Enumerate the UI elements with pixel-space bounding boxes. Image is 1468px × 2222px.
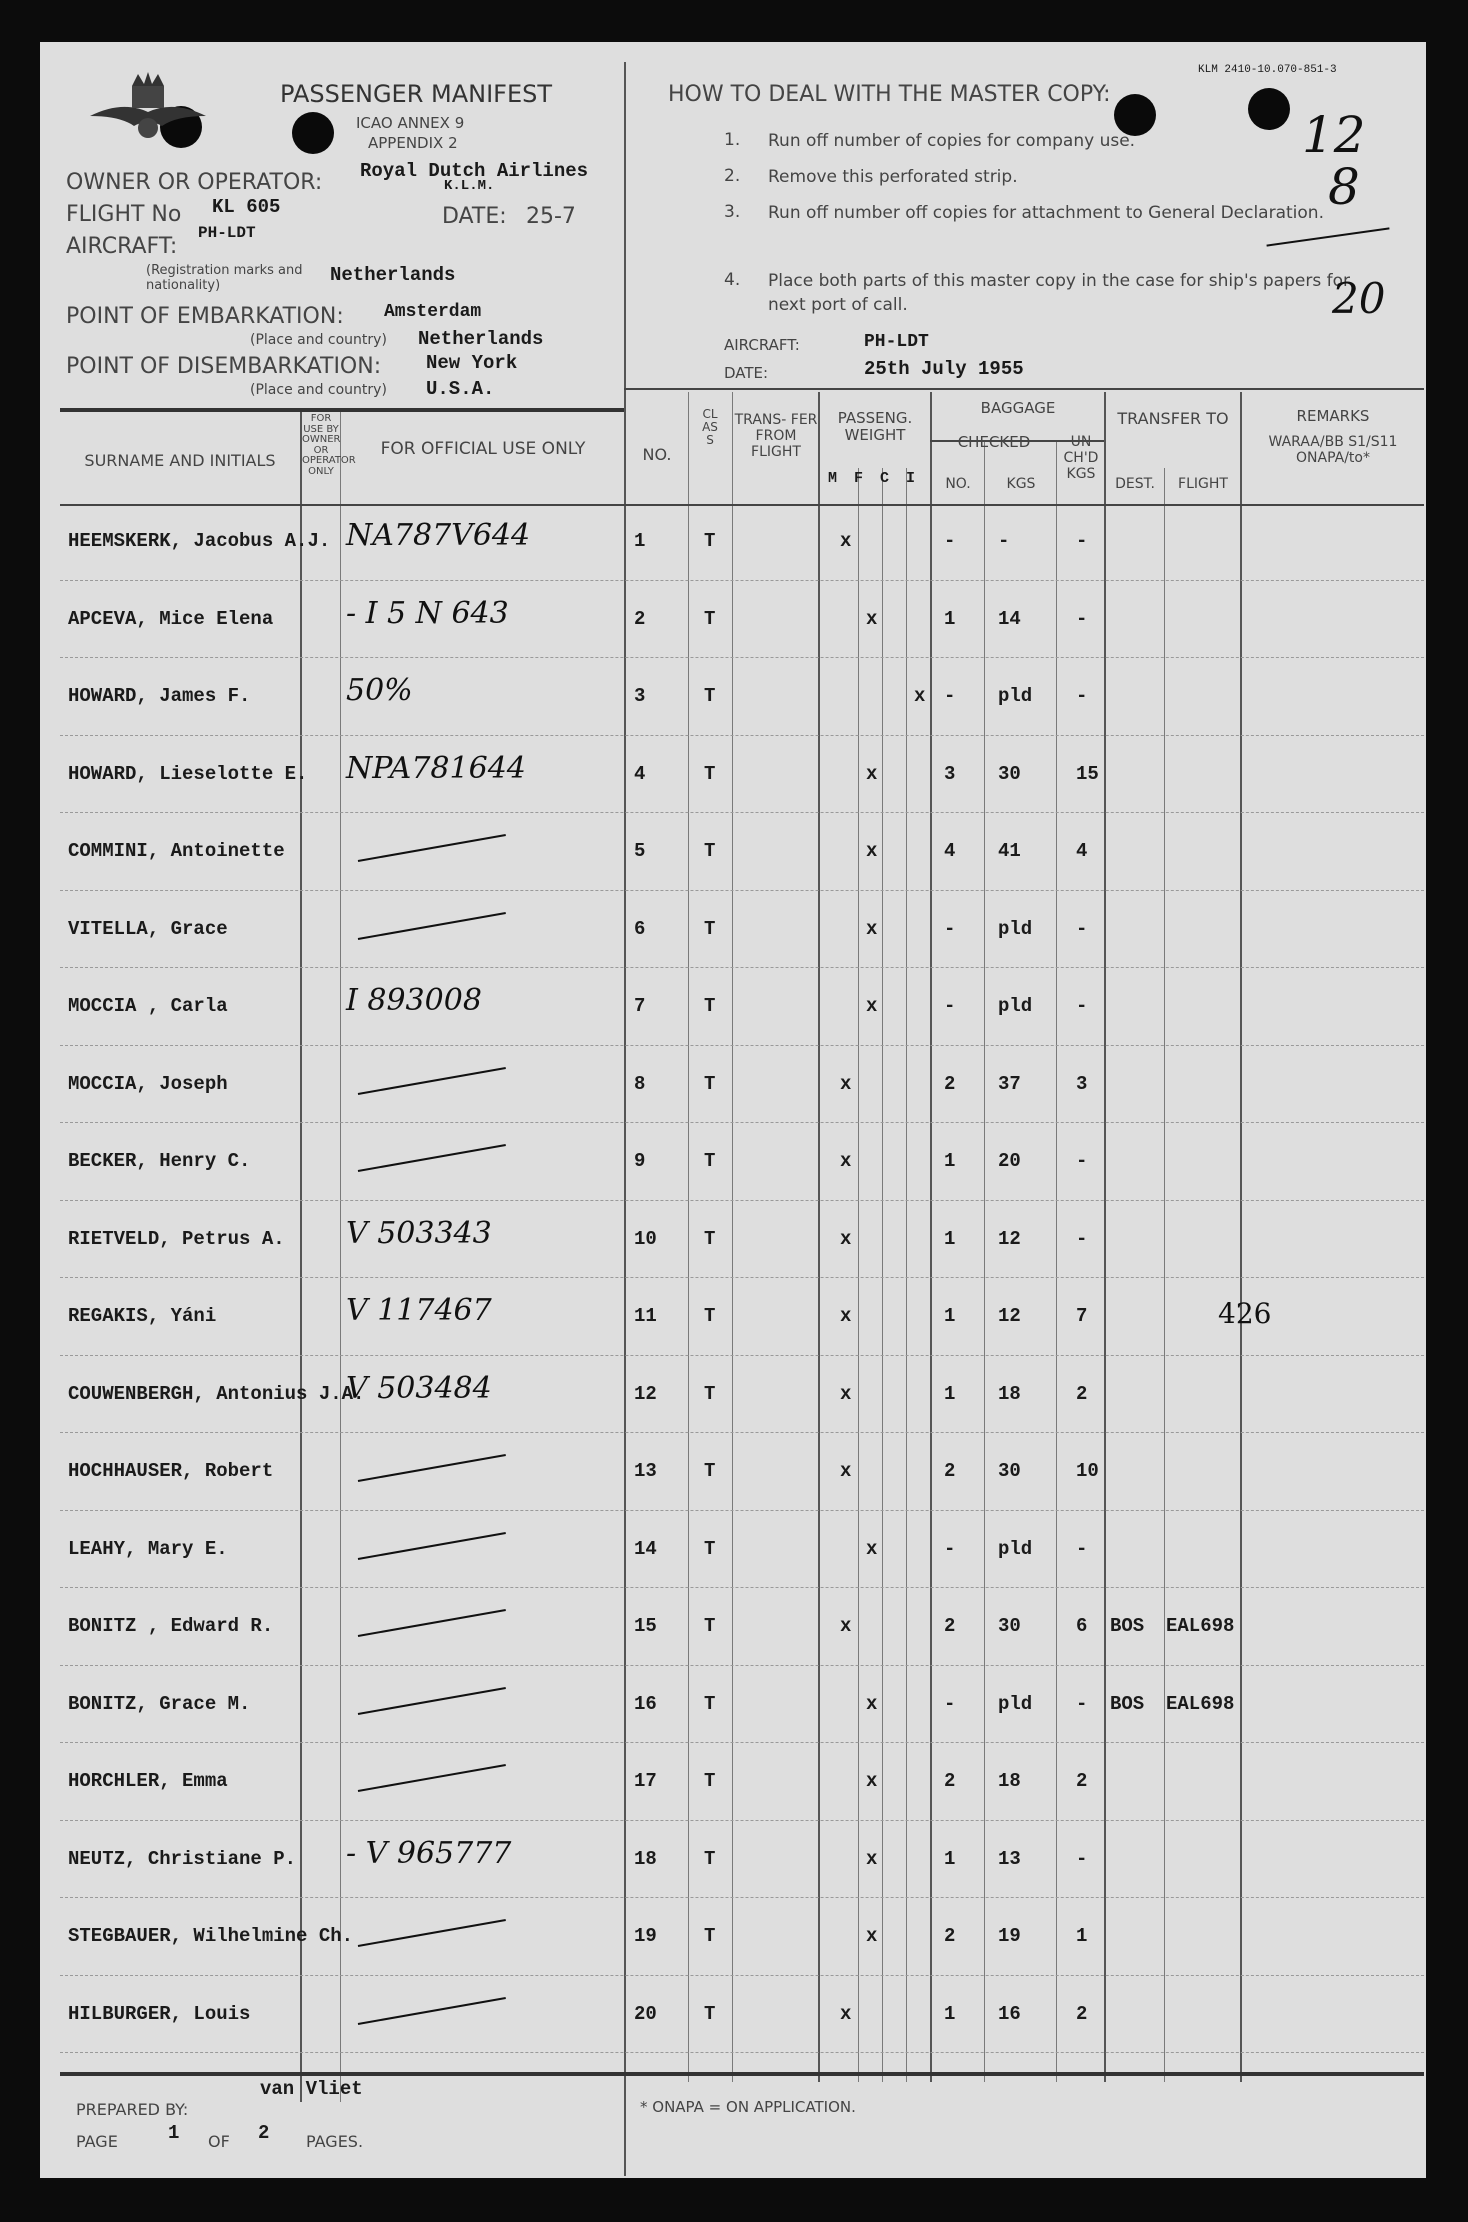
transfer-flight: EAL698 bbox=[1166, 1692, 1235, 1715]
checked-bags-count: 1 bbox=[944, 607, 956, 630]
official-use-entry: - I 5 N 643 bbox=[346, 595, 509, 631]
col-passeng-weight: PASSENG. WEIGHT bbox=[837, 409, 913, 445]
passenger-class: T bbox=[704, 1925, 716, 1947]
date-value: 25-7 bbox=[526, 204, 576, 229]
official-check-stroke bbox=[358, 1454, 506, 1482]
col-checked-kgs: KGS bbox=[1006, 476, 1036, 492]
unchecked-kgs: - bbox=[1076, 685, 1088, 707]
col-line bbox=[732, 392, 733, 2082]
passenger-class: T bbox=[704, 762, 716, 785]
col-line bbox=[1056, 442, 1057, 2082]
header-rule bbox=[624, 388, 1424, 390]
row-divider bbox=[60, 1432, 1424, 1433]
official-check-stroke bbox=[358, 1919, 506, 1947]
weight-mark: x bbox=[840, 1382, 852, 1405]
col-unchd: UN CH'D KGS bbox=[1063, 434, 1099, 483]
table-header-rule bbox=[60, 504, 1424, 506]
weight-subheader: I bbox=[906, 470, 916, 487]
official-check-stroke bbox=[358, 1066, 506, 1094]
instr-date-value: 25th July 1955 bbox=[864, 358, 1024, 380]
checked-bags-kgs: 37 bbox=[998, 1072, 1021, 1095]
unchecked-kgs: 1 bbox=[1076, 1925, 1088, 1947]
icao-annex: ICAO ANNEX 9 bbox=[356, 114, 465, 132]
unchecked-kgs: - bbox=[1076, 607, 1088, 630]
col-line bbox=[984, 442, 985, 2082]
official-check-stroke bbox=[358, 1144, 506, 1172]
passenger-number: 10 bbox=[634, 1227, 657, 1250]
page-label: PAGE bbox=[76, 2132, 118, 2151]
checked-bags-count: - bbox=[944, 530, 956, 552]
unchecked-kgs: - bbox=[1076, 1227, 1088, 1250]
disembark-note: (Place and country) bbox=[250, 382, 387, 398]
instr-aircraft-label: AIRCRAFT: bbox=[724, 336, 800, 354]
appendix: APPENDIX 2 bbox=[368, 134, 458, 152]
col-line bbox=[906, 468, 907, 2082]
passenger-number: 13 bbox=[634, 1460, 657, 1482]
checked-bags-kgs: 14 bbox=[998, 607, 1021, 630]
row-divider bbox=[60, 1975, 1424, 1976]
weight-mark: x bbox=[866, 607, 878, 630]
row-divider bbox=[60, 967, 1424, 968]
col-line bbox=[688, 392, 689, 2082]
unchecked-kgs: - bbox=[1076, 995, 1088, 1017]
col-owner-only: FOR USE BY OWNER OR OPERATOR ONLY bbox=[302, 413, 356, 477]
row-divider bbox=[60, 1122, 1424, 1123]
passenger-name: BONITZ, Grace M. bbox=[68, 1692, 251, 1715]
punch-hole bbox=[292, 112, 334, 154]
passenger-name: APCEVA, Mice Elena bbox=[68, 607, 274, 630]
footer-divider bbox=[624, 2076, 626, 2176]
row-divider bbox=[60, 1820, 1424, 1821]
unchecked-kgs: - bbox=[1076, 917, 1088, 940]
weight-mark: x bbox=[840, 1227, 852, 1250]
checked-bags-count: 3 bbox=[944, 762, 956, 785]
checked-bags-kgs: 41 bbox=[998, 840, 1021, 862]
passenger-class: T bbox=[704, 1692, 716, 1715]
passenger-name: HILBURGER, Louis bbox=[68, 2002, 251, 2025]
passenger-class: T bbox=[704, 1382, 716, 1405]
passenger-class: T bbox=[704, 530, 716, 552]
row-divider bbox=[60, 1510, 1424, 1511]
col-flight: FLIGHT bbox=[1178, 476, 1228, 492]
col-transfer-from: TRANS- FER FROM FLIGHT bbox=[734, 412, 818, 461]
passenger-name: MOCCIA, Joseph bbox=[68, 1072, 228, 1095]
official-use-entry: I 893008 bbox=[346, 983, 482, 1018]
unchecked-kgs: 2 bbox=[1076, 2002, 1088, 2025]
checked-bags-kgs: 12 bbox=[998, 1227, 1021, 1250]
flight-value: KL 605 bbox=[212, 196, 281, 218]
col-remarks: REMARKS bbox=[1296, 407, 1370, 425]
weight-mark: x bbox=[840, 1072, 852, 1095]
instruction-text: Remove this perforated strip. bbox=[768, 167, 1018, 187]
row-divider bbox=[60, 890, 1424, 891]
checked-bags-kgs: 30 bbox=[998, 1615, 1021, 1637]
transfer-dest: BOS bbox=[1110, 1692, 1145, 1715]
col-baggage: BAGGAGE bbox=[980, 399, 1056, 417]
aircraft-label: AIRCRAFT: bbox=[66, 234, 178, 259]
official-use-entry: V 503343 bbox=[346, 1215, 492, 1251]
header-divider bbox=[624, 62, 626, 410]
instructions-title: HOW TO DEAL WITH THE MASTER COPY: bbox=[668, 82, 1111, 107]
row-divider bbox=[60, 1897, 1424, 1898]
passenger-name: BONITZ , Edward R. bbox=[68, 1615, 274, 1637]
passenger-name: RIETVELD, Petrus A. bbox=[68, 1227, 285, 1250]
manifest-sheet bbox=[40, 42, 1426, 2178]
unchecked-kgs: 7 bbox=[1076, 1305, 1088, 1327]
passenger-class: T bbox=[704, 1150, 716, 1172]
passenger-number: 15 bbox=[634, 1615, 657, 1637]
passenger-number: 19 bbox=[634, 1925, 657, 1947]
weight-mark: x bbox=[866, 995, 878, 1017]
checked-bags-kgs: 13 bbox=[998, 1847, 1021, 1870]
passenger-number: 8 bbox=[634, 1072, 646, 1095]
row-divider bbox=[60, 1665, 1424, 1666]
col-line bbox=[1104, 392, 1106, 2082]
col-line bbox=[1240, 392, 1242, 2082]
nationality-value: Netherlands bbox=[330, 264, 456, 286]
checked-bags-count: 2 bbox=[944, 1460, 956, 1482]
col-surname: SURNAME AND INITIALS bbox=[84, 451, 276, 470]
weight-mark: x bbox=[866, 1537, 878, 1560]
instruction-text: Run off number of copies for company use. bbox=[768, 131, 1136, 151]
checked-bags-count: 2 bbox=[944, 1072, 956, 1095]
checked-bags-kgs: pld bbox=[998, 917, 1033, 940]
checked-bags-count: 2 bbox=[944, 1770, 956, 1792]
passenger-class: T bbox=[704, 685, 716, 707]
of-value: 2 bbox=[258, 2122, 270, 2144]
col-checked-no: NO. bbox=[945, 476, 971, 492]
pages-label: PAGES. bbox=[306, 2132, 364, 2151]
checked-bags-count: 2 bbox=[944, 1925, 956, 1947]
instruction-number: 2. bbox=[724, 166, 741, 186]
row-divider bbox=[60, 657, 1424, 658]
col-line bbox=[624, 392, 626, 2102]
col-line bbox=[300, 412, 302, 2102]
passenger-class: T bbox=[704, 1770, 716, 1792]
form-code: KLM 2410-10.070-851-3 bbox=[1198, 64, 1337, 76]
passenger-name: MOCCIA , Carla bbox=[68, 995, 228, 1017]
passenger-name: HORCHLER, Emma bbox=[68, 1770, 228, 1792]
passenger-class: T bbox=[704, 607, 716, 630]
passenger-name: COMMINI, Antoinette bbox=[68, 840, 285, 862]
onapa-note: * ONAPA = ON APPLICATION. bbox=[640, 2098, 856, 2116]
row-divider bbox=[60, 2052, 1424, 2053]
passenger-number: 20 bbox=[634, 2002, 657, 2025]
transfer-flight: EAL698 bbox=[1166, 1615, 1235, 1637]
passenger-class: T bbox=[704, 1847, 716, 1870]
weight-mark: x bbox=[840, 1615, 852, 1637]
passenger-name: STEGBAUER, Wilhelmine Ch. bbox=[68, 1925, 354, 1947]
passenger-number: 11 bbox=[634, 1305, 657, 1327]
aircraft-value: PH-LDT bbox=[198, 224, 256, 242]
unchecked-kgs: 15 bbox=[1076, 762, 1099, 785]
checked-bags-count: 1 bbox=[944, 1382, 956, 1405]
unchecked-kgs: 2 bbox=[1076, 1770, 1088, 1792]
col-checked: CHECKED bbox=[957, 433, 1031, 451]
checked-bags-kgs: 20 bbox=[998, 1150, 1021, 1172]
checked-bags-kgs: 18 bbox=[998, 1770, 1021, 1792]
passenger-class: T bbox=[704, 1227, 716, 1250]
official-use-entry: V 503484 bbox=[346, 1370, 492, 1406]
official-check-stroke bbox=[358, 1764, 506, 1792]
checked-bags-count: - bbox=[944, 685, 956, 707]
unchecked-kgs: - bbox=[1076, 1537, 1088, 1560]
row-divider bbox=[60, 735, 1424, 736]
instruction-number: 1. bbox=[724, 130, 741, 150]
col-official: FOR OFFICIAL USE ONLY bbox=[380, 439, 586, 459]
unchecked-kgs: - bbox=[1076, 530, 1088, 552]
weight-subheader: C bbox=[880, 470, 890, 487]
owner-abbr: K.L.M. bbox=[444, 178, 495, 194]
handwritten-count-top: 12 bbox=[1302, 106, 1366, 164]
embark-note: (Place and country) bbox=[250, 332, 387, 348]
weight-mark: x bbox=[840, 1460, 852, 1482]
instruction-text: Run off number off copies for attachment to General Declaration. bbox=[768, 203, 1324, 223]
unchecked-kgs: - bbox=[1076, 1692, 1088, 1715]
passenger-number: 6 bbox=[634, 917, 646, 940]
prepared-value: van Vliet bbox=[260, 2078, 363, 2100]
passenger-name: VITELLA, Grace bbox=[68, 917, 228, 940]
official-use-entry: - V 965777 bbox=[346, 1835, 512, 1871]
checked-bags-kgs: 19 bbox=[998, 1925, 1021, 1947]
passenger-number: 12 bbox=[634, 1382, 657, 1405]
row-divider bbox=[60, 580, 1424, 581]
passenger-class: T bbox=[704, 2002, 716, 2025]
col-remarks-sub: WARAA/BB S1/S11 ONAPA/to* bbox=[1268, 434, 1398, 467]
col-line bbox=[1164, 468, 1165, 2082]
handwritten-count-middle: 8 bbox=[1328, 158, 1360, 216]
passenger-name: BECKER, Henry C. bbox=[68, 1150, 251, 1172]
instr-date-label: DATE: bbox=[724, 364, 769, 382]
remarks-entry: 426 bbox=[1218, 1297, 1272, 1330]
row-divider bbox=[60, 1045, 1424, 1046]
checked-bags-kgs: pld bbox=[998, 995, 1033, 1017]
instruction-number: 3. bbox=[724, 202, 741, 222]
passenger-number: 14 bbox=[634, 1537, 657, 1560]
passenger-name: LEAHY, Mary E. bbox=[68, 1537, 228, 1560]
checked-bags-count: - bbox=[944, 995, 956, 1017]
unchecked-kgs: 6 bbox=[1076, 1615, 1088, 1637]
official-use-entry: 50% bbox=[346, 673, 413, 708]
passenger-name: HEEMSKERK, Jacobus A.J. bbox=[68, 530, 331, 552]
passenger-number: 18 bbox=[634, 1847, 657, 1870]
embark-label: POINT OF EMBARKATION: bbox=[66, 304, 344, 329]
col-no: NO. bbox=[642, 445, 672, 464]
passenger-name: COUWENBERGH, Antonius J.A. bbox=[68, 1382, 365, 1405]
handwritten-rule bbox=[1266, 227, 1389, 246]
checked-bags-count: 1 bbox=[944, 1150, 956, 1172]
weight-mark: x bbox=[866, 1847, 878, 1870]
disembark-city: New York bbox=[426, 352, 518, 374]
checked-bags-count: 1 bbox=[944, 1847, 956, 1870]
disembark-country: U.S.A. bbox=[426, 378, 495, 400]
klm-crown-logo-icon bbox=[82, 70, 214, 150]
passenger-number: 4 bbox=[634, 762, 646, 785]
official-use-entry: V 117467 bbox=[346, 1293, 492, 1328]
embark-country: Netherlands bbox=[418, 328, 544, 350]
date-label: DATE: bbox=[442, 204, 507, 229]
passenger-number: 17 bbox=[634, 1770, 657, 1792]
page-value: 1 bbox=[168, 2122, 180, 2144]
row-divider bbox=[60, 812, 1424, 813]
checked-bags-count: 2 bbox=[944, 1615, 956, 1637]
passenger-name: HOCHHAUSER, Robert bbox=[68, 1460, 274, 1482]
official-check-stroke bbox=[358, 1686, 506, 1714]
checked-bags-kgs: pld bbox=[998, 685, 1033, 707]
official-check-stroke bbox=[358, 1531, 506, 1559]
official-check-stroke bbox=[358, 1996, 506, 2024]
transfer-dest: BOS bbox=[1110, 1615, 1145, 1637]
instr-aircraft-value: PH-LDT bbox=[864, 332, 929, 352]
row-divider bbox=[60, 1587, 1424, 1588]
passenger-number: 5 bbox=[634, 840, 646, 862]
row-divider bbox=[60, 1277, 1424, 1278]
unchecked-kgs: 3 bbox=[1076, 1072, 1088, 1095]
weight-subheader: F bbox=[854, 470, 864, 487]
passenger-class: T bbox=[704, 1615, 716, 1637]
of-label: OF bbox=[208, 2132, 230, 2151]
checked-bags-kgs: 30 bbox=[998, 1460, 1021, 1482]
col-line bbox=[858, 468, 859, 2082]
handwritten-count-bottom: 20 bbox=[1332, 274, 1386, 323]
weight-mark: x bbox=[840, 1305, 852, 1327]
registration-note: (Registration marks and nationality) bbox=[146, 263, 303, 293]
checked-bags-kgs: 12 bbox=[998, 1305, 1021, 1327]
passenger-class: T bbox=[704, 995, 716, 1017]
checked-bags-count: 4 bbox=[944, 840, 956, 862]
checked-bags-count: 1 bbox=[944, 1227, 956, 1250]
checked-bags-count: - bbox=[944, 1537, 956, 1560]
prepared-label: PREPARED BY: bbox=[76, 2100, 189, 2119]
passenger-class: T bbox=[704, 840, 716, 862]
passenger-name: NEUTZ, Christiane P. bbox=[68, 1847, 297, 1870]
passenger-number: 7 bbox=[634, 995, 646, 1017]
col-dest: DEST. bbox=[1115, 476, 1155, 492]
table-bottom-rule bbox=[60, 2072, 1424, 2076]
checked-bags-count: - bbox=[944, 1692, 956, 1715]
checked-bags-count: 1 bbox=[944, 2002, 956, 2025]
weight-mark: x bbox=[914, 685, 926, 707]
disembark-label: POINT OF DISEMBARKATION: bbox=[66, 354, 382, 379]
checked-bags-count: - bbox=[944, 917, 956, 940]
punch-hole bbox=[1248, 88, 1290, 130]
passenger-class: T bbox=[704, 1305, 716, 1327]
row-divider bbox=[60, 1742, 1424, 1743]
official-check-stroke bbox=[358, 834, 506, 862]
official-use-entry: NPA781644 bbox=[346, 750, 526, 786]
checked-bags-kgs: 18 bbox=[998, 1382, 1021, 1405]
checked-bags-count: 1 bbox=[944, 1305, 956, 1327]
weight-mark: x bbox=[840, 1150, 852, 1172]
col-line bbox=[340, 412, 341, 2102]
passenger-number: 9 bbox=[634, 1150, 646, 1172]
col-line bbox=[930, 392, 932, 2082]
instruction-number: 4. bbox=[724, 270, 741, 290]
weight-mark: x bbox=[866, 840, 878, 862]
weight-mark: x bbox=[866, 1925, 878, 1947]
row-divider bbox=[60, 1200, 1424, 1201]
col-transfer-to: TRANSFER TO bbox=[1117, 409, 1229, 428]
passenger-number: 1 bbox=[634, 530, 646, 552]
checked-bags-kgs: 16 bbox=[998, 2002, 1021, 2025]
checked-bags-kgs: pld bbox=[998, 1692, 1033, 1715]
weight-mark: x bbox=[866, 1692, 878, 1715]
passenger-number: 3 bbox=[634, 685, 646, 707]
passenger-number: 2 bbox=[634, 607, 646, 630]
passenger-class: T bbox=[704, 917, 716, 940]
weight-subheader: M bbox=[828, 470, 838, 487]
owner-value: Royal Dutch Airlines bbox=[360, 160, 589, 182]
unchecked-kgs: 4 bbox=[1076, 840, 1088, 862]
official-check-stroke bbox=[358, 1609, 506, 1637]
official-use-entry: NA787V644 bbox=[346, 518, 531, 553]
passenger-name: REGAKIS, Yáni bbox=[68, 1305, 217, 1327]
flight-label: FLIGHT No bbox=[66, 202, 182, 227]
col-line bbox=[882, 468, 883, 2082]
unchecked-kgs: - bbox=[1076, 1150, 1088, 1172]
embark-city: Amsterdam bbox=[384, 302, 482, 322]
passenger-name: HOWARD, Lieselotte E. bbox=[68, 762, 308, 785]
passenger-name: HOWARD, James F. bbox=[68, 685, 251, 707]
weight-mark: x bbox=[840, 530, 852, 552]
table-top-rule bbox=[60, 408, 624, 412]
checked-bags-kgs: pld bbox=[998, 1537, 1033, 1560]
row-divider bbox=[60, 1355, 1424, 1356]
checked-bags-kgs: - bbox=[998, 530, 1010, 552]
unchecked-kgs: - bbox=[1076, 1847, 1088, 1870]
manifest-title: PASSENGER MANIFEST bbox=[280, 80, 553, 108]
weight-mark: x bbox=[866, 762, 878, 785]
weight-mark: x bbox=[866, 1770, 878, 1792]
passenger-class: T bbox=[704, 1072, 716, 1095]
unchecked-kgs: 10 bbox=[1076, 1460, 1099, 1482]
weight-mark: x bbox=[840, 2002, 852, 2025]
checked-bags-kgs: 30 bbox=[998, 762, 1021, 785]
passenger-class: T bbox=[704, 1460, 716, 1482]
col-class: CLASS bbox=[702, 407, 718, 448]
instruction-text: Place both parts of this master copy in the case for ship's papers for next port of call. bbox=[768, 271, 1350, 315]
unchecked-kgs: 2 bbox=[1076, 1382, 1088, 1405]
col-line bbox=[818, 392, 820, 2082]
owner-label: OWNER OR OPERATOR: bbox=[66, 170, 323, 195]
passenger-number: 16 bbox=[634, 1692, 657, 1715]
passenger-class: T bbox=[704, 1537, 716, 1560]
official-check-stroke bbox=[358, 911, 506, 939]
weight-mark: x bbox=[866, 917, 878, 940]
